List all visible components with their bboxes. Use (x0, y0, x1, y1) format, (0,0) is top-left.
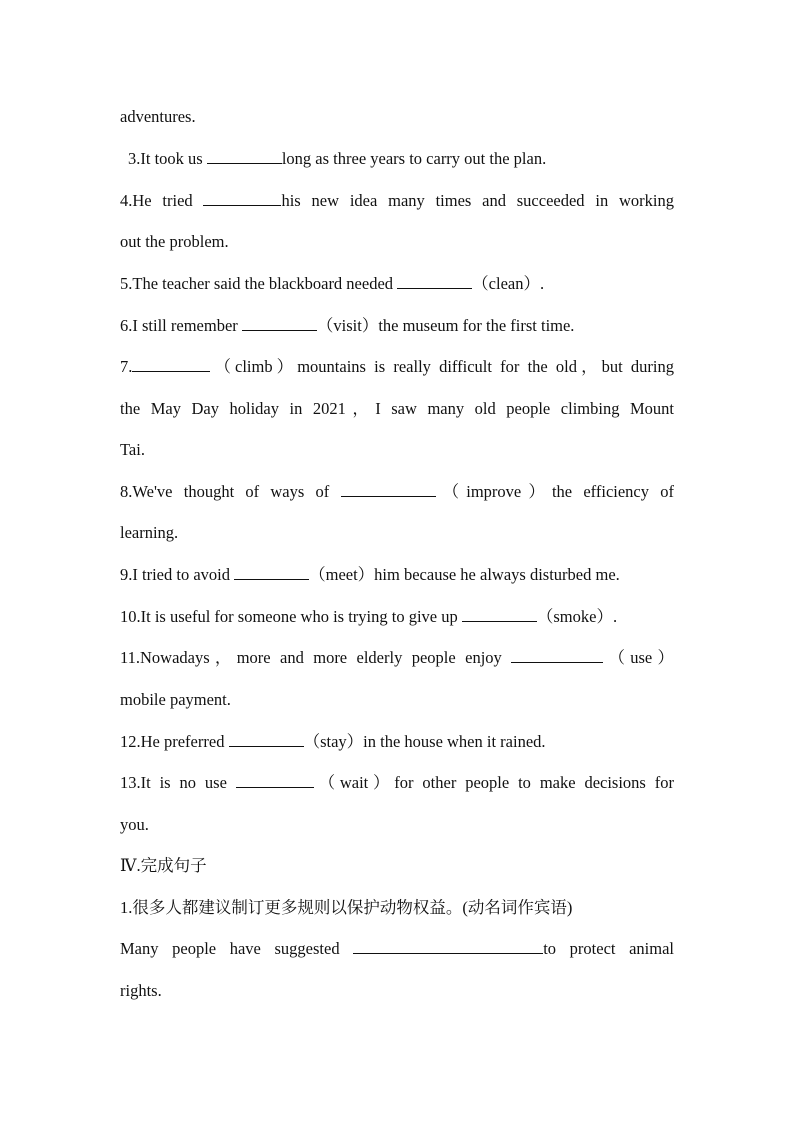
exercise-item-6 (120, 315, 674, 337)
exercise-item-8 (120, 481, 674, 503)
text-line (120, 980, 674, 1002)
answer-blank[interactable] (353, 938, 543, 954)
answer-blank[interactable] (242, 315, 317, 331)
line-text: Ⅳ.完成句子 (120, 856, 207, 875)
exercise-item-9 (120, 564, 674, 586)
text-line (120, 689, 674, 711)
line-text: 5.The teacher said the blackboard needed (120, 274, 398, 293)
line-text: 6.I still remember (120, 316, 242, 335)
exercise-item-4 (120, 190, 674, 212)
answer-blank[interactable] (234, 564, 309, 580)
answer-blank[interactable] (236, 772, 314, 788)
line-text: 4.He tried (120, 191, 204, 210)
line-text: 13.It is no use (120, 773, 236, 792)
text-line (120, 522, 674, 544)
answer-blank[interactable] (203, 190, 281, 206)
line-text: 11.Nowadays，more and more elderly people enjoy (120, 648, 512, 667)
answer-blank[interactable] (397, 273, 472, 289)
answer-blank[interactable] (132, 356, 210, 372)
exercise-item-10 (120, 606, 674, 628)
line-text: （wait）for other people to make decisions for (313, 773, 674, 792)
exercise-item-13 (120, 772, 674, 794)
line-text: learning. (120, 523, 179, 542)
line-text: （smoke）. (536, 607, 618, 626)
line-text: （stay）in the house when it rained. (303, 732, 546, 751)
line-text: adventures. (120, 107, 196, 126)
line-text: （climb）mountains is really difficult for the old，but during (210, 357, 674, 376)
answer-blank[interactable] (511, 647, 603, 663)
line-text: 9.I tried to avoid (120, 565, 235, 584)
line-text: 8.We've thought of ways of (120, 482, 341, 501)
line-text: （clean）. (472, 274, 545, 293)
answer-blank[interactable] (462, 606, 537, 622)
exercise-item-en-1 (120, 938, 674, 960)
exercise-item-cn-1 (120, 897, 674, 919)
text-line (120, 231, 674, 253)
line-text: the May Day holiday in 2021，I saw many old people climbing Mount (120, 399, 674, 418)
text-line (120, 398, 674, 420)
line-text: long as three years to carry out the plan. (281, 149, 547, 168)
line-text: rights. (120, 981, 162, 1000)
line-text: 3.It took us (128, 149, 207, 168)
line-text: 7. (120, 357, 133, 376)
section-heading (120, 855, 674, 877)
text-line (120, 439, 674, 461)
text-line (120, 106, 674, 128)
line-text: you. (120, 815, 149, 834)
line-text: （improve）the efficiency of (435, 482, 674, 501)
answer-blank[interactable] (341, 481, 436, 497)
exercise-item-11 (120, 647, 674, 669)
exercise-item-3 (128, 148, 682, 170)
exercise-item-7 (120, 356, 674, 378)
exercise-item-12 (120, 731, 674, 753)
line-text: 12.He preferred (120, 732, 229, 751)
answer-blank[interactable] (207, 148, 282, 164)
line-text: （visit）the museum for the first time. (316, 316, 575, 335)
line-text: Many people have suggested (120, 939, 354, 958)
exercise-item-5 (120, 273, 674, 295)
line-text: 10.It is useful for someone who is trying to give up (120, 607, 462, 626)
text-line (120, 814, 674, 836)
line-text: 1.很多人都建议制订更多规则以保护动物权益。(动名词作宾语) (120, 898, 573, 917)
line-text: his new idea many times and succeeded in working (281, 191, 674, 210)
line-text: to protect animal (543, 939, 674, 958)
line-text: mobile payment. (120, 690, 231, 709)
line-text: out the problem. (120, 232, 229, 251)
line-text: Tai. (120, 440, 145, 459)
answer-blank[interactable] (229, 731, 304, 747)
line-text: （use） (603, 648, 674, 667)
line-text: （meet）him because he always disturbed me. (309, 565, 620, 584)
